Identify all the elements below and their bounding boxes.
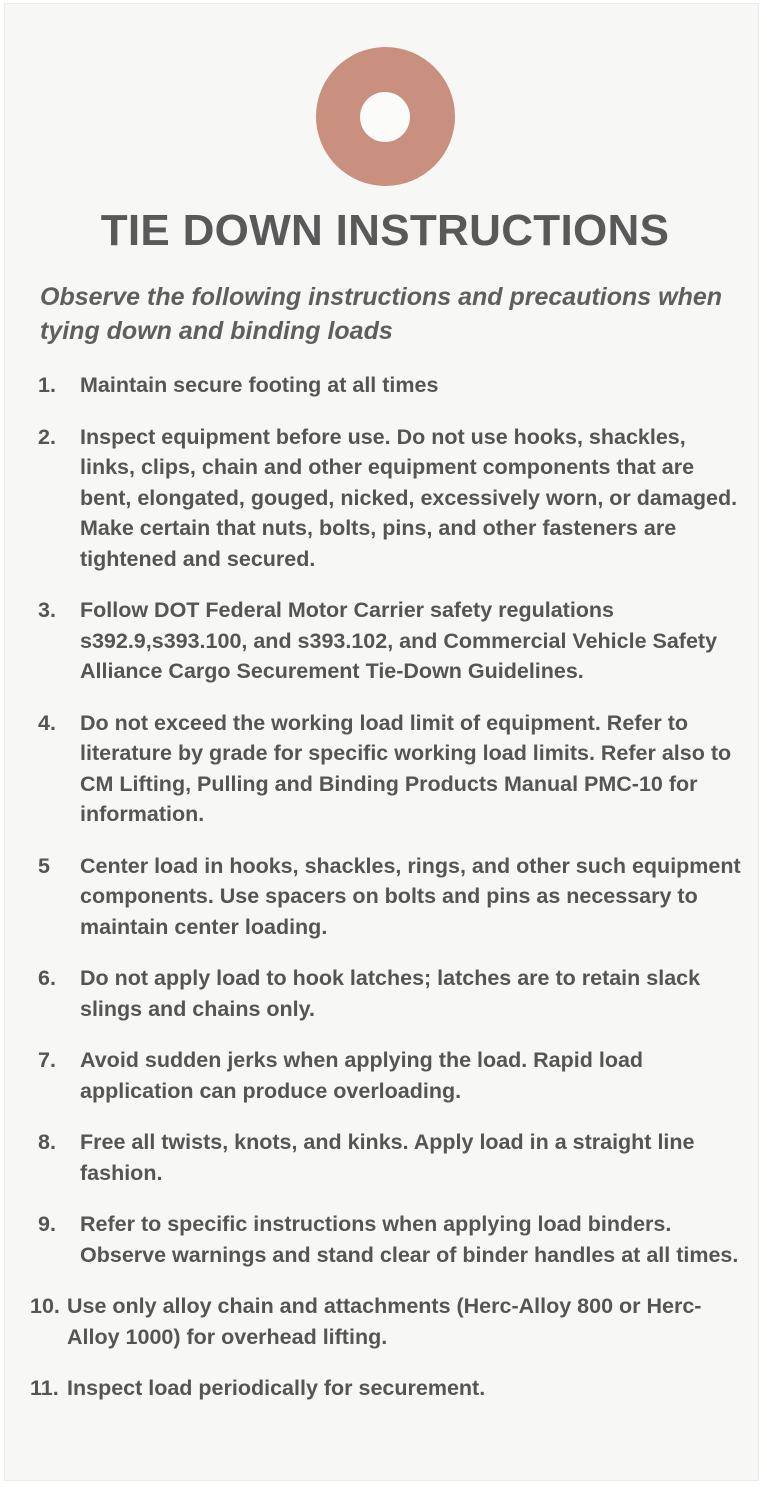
instruction-number: 5 xyxy=(38,853,50,878)
instruction-text: Inspect equipment before use. Do not use hooks, shackles, links, clips, chain and other equipment components that are bent, elongated, gouged, nicked, excessively worn, or damaged. Make certain that nuts, bolts, pins, and other fasteners are tightened and secured. xyxy=(80,424,738,571)
instruction-text: Avoid sudden jerks when applying the load. Rapid load application can produce overloading. xyxy=(80,1048,644,1103)
instruction-number: 2. xyxy=(38,424,56,449)
instruction-item xyxy=(30,1373,742,1404)
instruction-text: Inspect load periodically for securement. xyxy=(67,1376,486,1400)
instruction-number: 1. xyxy=(38,373,56,397)
instruction-item xyxy=(30,595,742,687)
instruction-list xyxy=(30,370,742,1425)
instruction-text: Refer to specific instructions when applying load binders. Observe warnings and stand clear of binder handles at all times. xyxy=(80,1212,739,1267)
instruction-text: Center load in hooks, shackles, rings, and other such equipment components. Use spacers on bolts and pins as necessary to maintain center loading. xyxy=(80,853,741,939)
grommet-hole xyxy=(360,92,410,142)
instruction-item xyxy=(30,851,742,943)
tag-grommet-icon xyxy=(316,47,455,186)
instruction-item xyxy=(30,1291,742,1352)
instruction-number: 7. xyxy=(38,1048,56,1072)
instruction-text: Do not apply load to hook latches; latches are to retain slack slings and chains only. xyxy=(80,966,701,1021)
instruction-text: Maintain secure footing at all times xyxy=(80,373,439,397)
instruction-item xyxy=(30,1045,742,1106)
instruction-number: 6. xyxy=(38,966,56,990)
instruction-number: 11. xyxy=(30,1376,59,1400)
instruction-item xyxy=(30,1209,742,1270)
instruction-item xyxy=(30,370,742,401)
instruction-number: 10. xyxy=(30,1294,60,1318)
instruction-text: Free all twists, knots, and kinks. Apply load in a straight line fashion. xyxy=(80,1130,695,1185)
instruction-number: 8. xyxy=(38,1130,56,1154)
instruction-text: Do not exceed the working load limit of equipment. Refer to literature by grade for specific working load limits. Refer also to CM Lifting, Pulling and Binding Products Manual PMC-10 for information. xyxy=(80,710,732,826)
instruction-text: Use only alloy chain and attachments (Herc-Alloy 800 or Herc-Alloy 1000) for overhead lifting. xyxy=(67,1294,702,1349)
instruction-item xyxy=(30,1127,742,1188)
instruction-item xyxy=(30,708,742,830)
instruction-item xyxy=(30,963,742,1024)
instruction-number: 4. xyxy=(38,710,56,735)
instruction-text: Follow DOT Federal Motor Carrier safety regulations s392.9,s393.100, and s393.102, and Commercial Vehicle Safety Alliance Cargo Securement Tie-Down Guidelines. xyxy=(80,598,718,683)
instruction-number: 9. xyxy=(38,1212,56,1236)
page-title: TIE DOWN INSTRUCTIONS xyxy=(100,206,670,255)
subtitle: Observe the following instructions and precautions when tying down and binding loads xyxy=(40,283,723,345)
instruction-number: 3. xyxy=(38,598,56,622)
instruction-item xyxy=(30,422,742,575)
